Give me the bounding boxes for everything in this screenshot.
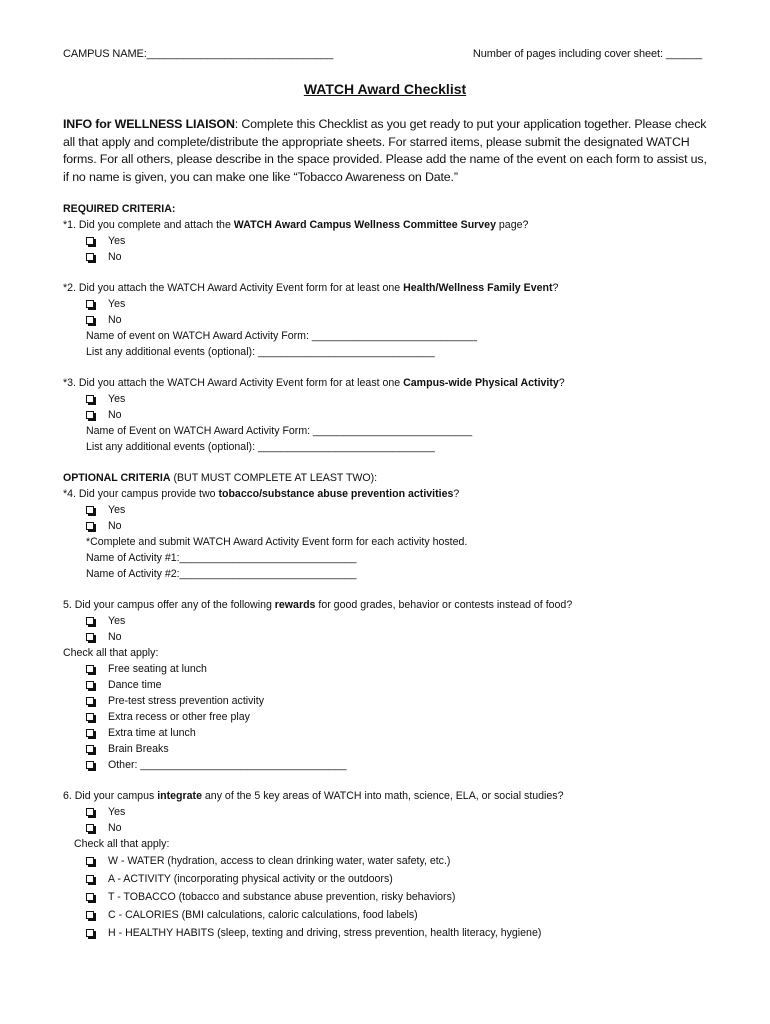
intro-paragraph: [63, 116, 713, 186]
q5-check-all-label: Check all that apply:: [63, 647, 159, 659]
checkbox-icon[interactable]: [86, 929, 94, 937]
q3-yes-option[interactable]: Yes: [63, 391, 723, 407]
q4-yes-option[interactable]: Yes: [63, 502, 723, 518]
q2-event-name-field[interactable]: Name of event on WATCH Award Activity Form: ____________________________: [86, 330, 477, 342]
q5-item-stress-prevention[interactable]: Pre-test stress prevention activity: [63, 693, 723, 709]
question-4: *4. Did your campus provide two tobacco/substance abuse prevention activities?: [63, 488, 460, 500]
campus-name-field[interactable]: CAMPUS NAME:_______________________________: [63, 48, 334, 60]
checkbox-icon[interactable]: [86, 681, 94, 689]
q3-event-name-field[interactable]: Name of Event on WATCH Award Activity Form: ___________________________: [86, 425, 473, 437]
q6-item-tobacco[interactable]: T - TOBACCO (tobacco and substance abuse prevention, risky behaviors): [63, 888, 723, 906]
required-section: [63, 201, 723, 942]
q5-yes-option[interactable]: Yes: [63, 613, 723, 629]
question-2: *2. Did you attach the WATCH Award Activity Event form for at least one Health/Wellness Family Event?: [63, 282, 559, 294]
checkbox-icon[interactable]: [86, 506, 94, 514]
checkbox-icon[interactable]: [86, 316, 94, 324]
checkbox-icon[interactable]: [86, 857, 94, 865]
intro-text: : Complete this Checklist as you get ready to put your application together. Please check all that apply and complete/distribute the appropriate sheets. For starred items, please submit the designated WATCH forms. For all others, please describe in the space provided. Please add the name of the event on each form to assist us, if no name is given, you can make one like “Tobacco Awareness on Date.”: [63, 117, 707, 184]
checkbox-icon[interactable]: [86, 665, 94, 673]
q5-item-free-seating[interactable]: Free seating at lunch: [63, 661, 723, 677]
page-title: WATCH Award Checklist: [303, 81, 467, 97]
q2-additional-events-field[interactable]: List any additional events (optional): ______________________________: [86, 346, 435, 358]
q2-yes-option[interactable]: Yes: [63, 296, 723, 312]
checkbox-icon[interactable]: [86, 253, 94, 261]
intro-label: INFO for WELLNESS LIAISON: [63, 117, 235, 131]
checkbox-icon[interactable]: [86, 697, 94, 705]
checkbox-icon[interactable]: [86, 237, 94, 245]
checkbox-icon[interactable]: [86, 761, 94, 769]
checkbox-icon[interactable]: [86, 911, 94, 919]
q5-item-other[interactable]: Other: ___________________________________: [63, 757, 723, 773]
q1-no-option[interactable]: No: [63, 249, 723, 265]
checkbox-icon[interactable]: [86, 395, 94, 403]
q5-item-extra-lunch[interactable]: Extra time at lunch: [63, 725, 723, 741]
q6-item-activity[interactable]: A - ACTIVITY (incorporating physical activity or the outdoors): [63, 870, 723, 888]
checkbox-icon[interactable]: [86, 522, 94, 530]
checkbox-icon[interactable]: [86, 875, 94, 883]
q6-item-healthy-habits[interactable]: H - HEALTHY HABITS (sleep, texting and driving, stress prevention, health literacy, hygiene): [63, 924, 723, 942]
checkbox-icon[interactable]: [86, 300, 94, 308]
checkbox-icon[interactable]: [86, 411, 94, 419]
q5-item-extra-recess[interactable]: Extra recess or other free play: [63, 709, 723, 725]
question-6: 6. Did your campus integrate any of the 5 key areas of WATCH into math, science, ELA, or social studies?: [63, 790, 564, 802]
checkbox-icon[interactable]: [86, 713, 94, 721]
q2-no-option[interactable]: No: [63, 312, 723, 328]
q6-check-all-label: Check all that apply:: [74, 838, 170, 850]
q3-additional-events-field[interactable]: List any additional events (optional): ______________________________: [86, 441, 435, 453]
q4-activity-1-field[interactable]: Name of Activity #1:______________________________: [86, 552, 357, 564]
q6-item-water[interactable]: W - WATER (hydration, access to clean drinking water, water safety, etc.): [63, 852, 723, 870]
q6-no-option[interactable]: No: [63, 820, 723, 836]
q5-item-dance-time[interactable]: Dance time: [63, 677, 723, 693]
checkbox-icon[interactable]: [86, 617, 94, 625]
question-3: *3. Did you attach the WATCH Award Activity Event form for at least one Campus-wide Physical Activity?: [63, 377, 565, 389]
q6-yes-option[interactable]: Yes: [63, 804, 723, 820]
required-heading: REQUIRED CRITERIA:: [63, 203, 176, 215]
q1-yes-option[interactable]: Yes: [63, 233, 723, 249]
checkbox-icon[interactable]: [86, 893, 94, 901]
checkbox-icon[interactable]: [86, 824, 94, 832]
q4-note: *Complete and submit WATCH Award Activity Event form for each activity hosted.: [86, 536, 468, 548]
optional-heading: OPTIONAL CRITERIA (BUT MUST COMPLETE AT LEAST TWO):: [63, 472, 378, 484]
header-row: [63, 48, 702, 60]
question-5: 5. Did your campus offer any of the following rewards for good grades, behavior or contests instead of food?: [63, 599, 573, 611]
checkbox-icon[interactable]: [86, 808, 94, 816]
q4-activity-2-field[interactable]: Name of Activity #2:______________________________: [86, 568, 357, 580]
q6-item-calories[interactable]: C - CALORIES (BMI calculations, caloric calculations, food labels): [63, 906, 723, 924]
q3-no-option[interactable]: No: [63, 407, 723, 423]
q5-no-option[interactable]: No: [63, 629, 723, 645]
q5-item-brain-breaks[interactable]: Brain Breaks: [63, 741, 723, 757]
checkbox-icon[interactable]: [86, 729, 94, 737]
page-count-field[interactable]: Number of pages including cover sheet: ______: [472, 48, 702, 60]
checkbox-icon[interactable]: [86, 745, 94, 753]
checkbox-icon[interactable]: [86, 633, 94, 641]
question-1: *1. Did you complete and attach the WATCH Award Campus Wellness Committee Survey page?: [63, 219, 529, 231]
q4-no-option[interactable]: No: [63, 518, 723, 534]
